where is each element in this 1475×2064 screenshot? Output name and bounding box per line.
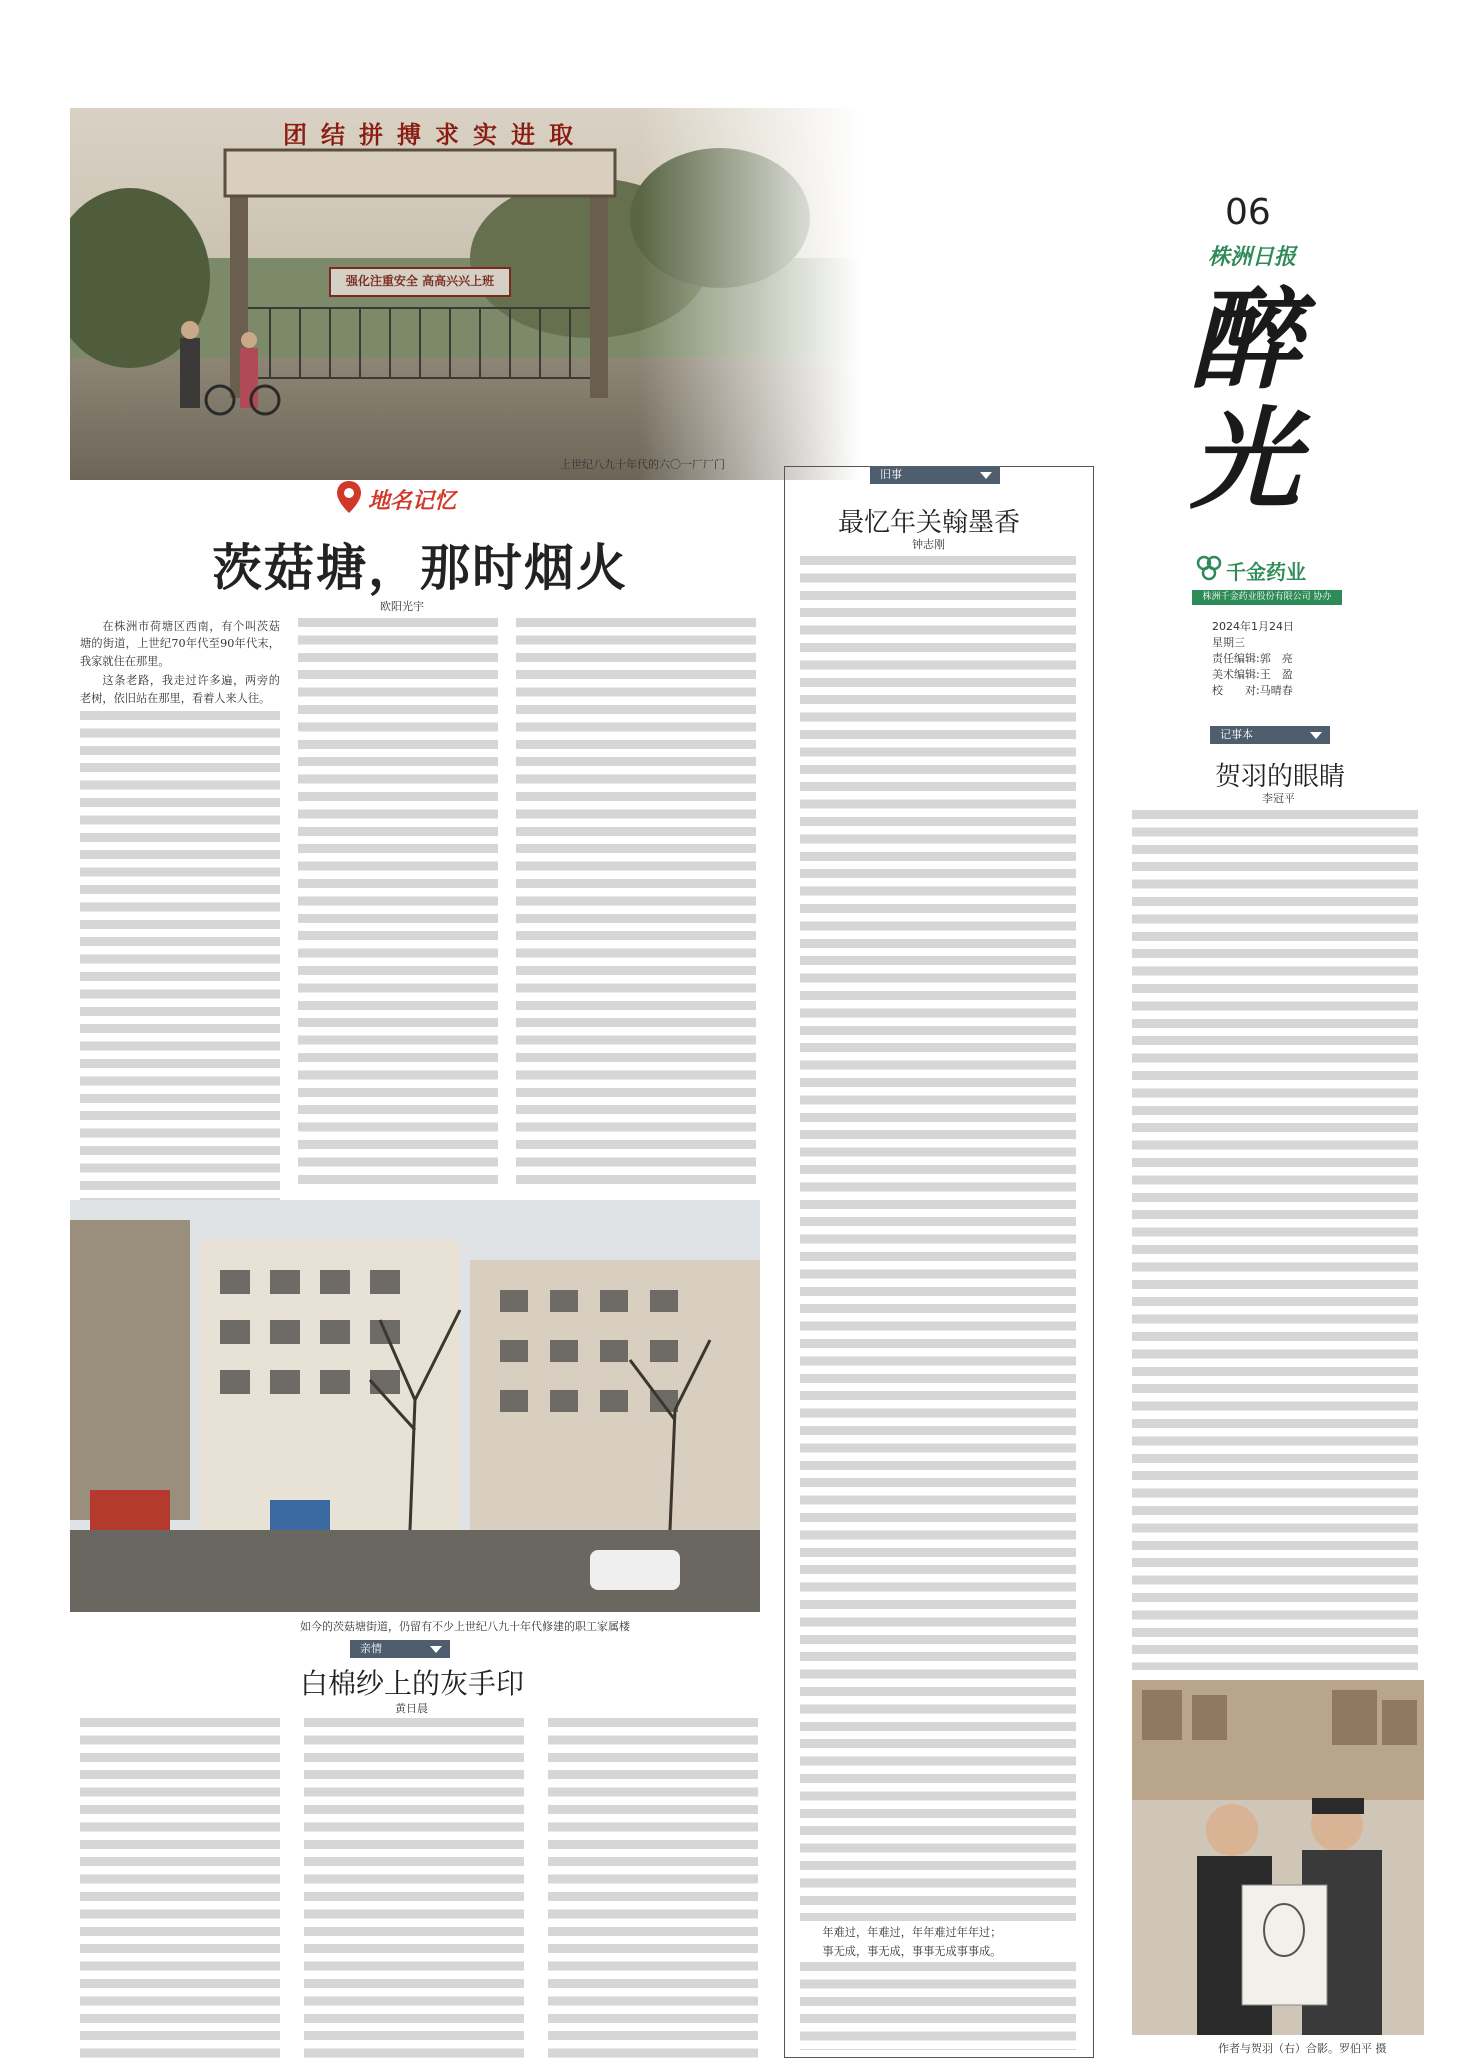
page-number: 06 [1225,192,1271,233]
calligraphy-article-body-2 [800,1962,1076,2050]
calligraphy-article-title: 最忆年关翰墨香 [838,508,1021,538]
main-article-col-1 [80,618,280,1211]
heyu-article-body [1132,810,1418,1670]
family-article-author: 黄日晨 [395,1702,428,1715]
column-tag-old-times [870,466,1000,484]
chevron-down-icon [1310,732,1322,739]
section-name: 醉光 [1190,275,1300,524]
main-article-title: 茨菇塘，那时烟火 [212,539,628,597]
family-article-title: 白棉纱上的灰手印 [300,1667,525,1700]
calligraphy-article-couplet [800,1924,1076,1963]
column-tag-family [350,1640,450,1658]
location-pin-icon [336,480,362,514]
art-editor: 美术编辑:王 盈 [1212,668,1293,681]
family-article-col-3 [548,1718,758,2058]
family-article-col-2 [304,1718,524,2058]
heyu-article-author: 李冠平 [1262,792,1295,805]
column-tag-family-label: 亲情 [360,1642,382,1655]
main-article-para2: 这条老路，我走过许多遍，两旁的老树，依旧站在那里，看着人来人往。 [80,674,280,705]
gate-banner: 团结拼搏求实进取 [283,121,587,149]
street-photo-caption: 如今的茨菇塘街道，仍留有不少上世纪八九十年代修建的职工家属楼 [300,1620,630,1633]
calligraphy-article-author: 钟志刚 [912,538,945,551]
author-with-heyu-photo [1132,1680,1424,2035]
issue-date: 2024年1月24日 [1212,620,1294,633]
column-tag-notebook-label: 记事本 [1220,728,1253,741]
chevron-down-icon [430,1646,442,1653]
responsible-editor: 责任编辑:郭 亮 [1212,652,1293,665]
issue-weekday: 星期三 [1212,636,1245,649]
sponsor-line: 株洲千金药业股份有限公司 协办 [1192,590,1342,605]
column-tag-notebook [1210,726,1330,744]
sponsor-logo-icon [1196,555,1222,581]
sponsor-name: 千金药业 [1226,560,1306,584]
family-article-col-1 [80,1718,280,2058]
main-article-col-3 [516,618,756,1188]
column-tag-place-memory: 地名记忆 [368,489,457,514]
street-photo [70,1200,760,1612]
main-article-col-2 [298,618,498,1188]
main-article-author: 欧阳光宇 [380,600,424,613]
text-block [80,711,280,1211]
main-article-lead: 在株洲市荷塘区西南，有个叫茨菇塘的街道，上世纪70年代至90年代末，我家就住在那里。 [80,620,280,668]
column-tag-old-times-label: 旧事 [880,468,902,481]
proofreader: 校 对:马晴春 [1212,684,1293,697]
top-photo-caption: 上世纪八九十年代的六〇一厂厂门 [560,458,725,471]
factory-gate-photo [70,108,860,480]
heyu-article-title: 贺羽的眼睛 [1215,762,1346,792]
paper-name: 株洲日报 [1208,244,1297,270]
gate-sign: 强化注重安全 高高兴兴上班 [345,274,495,288]
author-photo-caption: 作者与贺羽（右）合影。罗伯平 摄 [1218,2042,1387,2055]
couplet-line-2: 事无成，事无成，事事无成事事成。 [822,1945,1002,1959]
calligraphy-article-body-1 [800,556,1076,1921]
couplet-line-1: 年难过，年难过，年年难过年年过； [822,1926,1002,1939]
chevron-down-icon [980,472,992,479]
